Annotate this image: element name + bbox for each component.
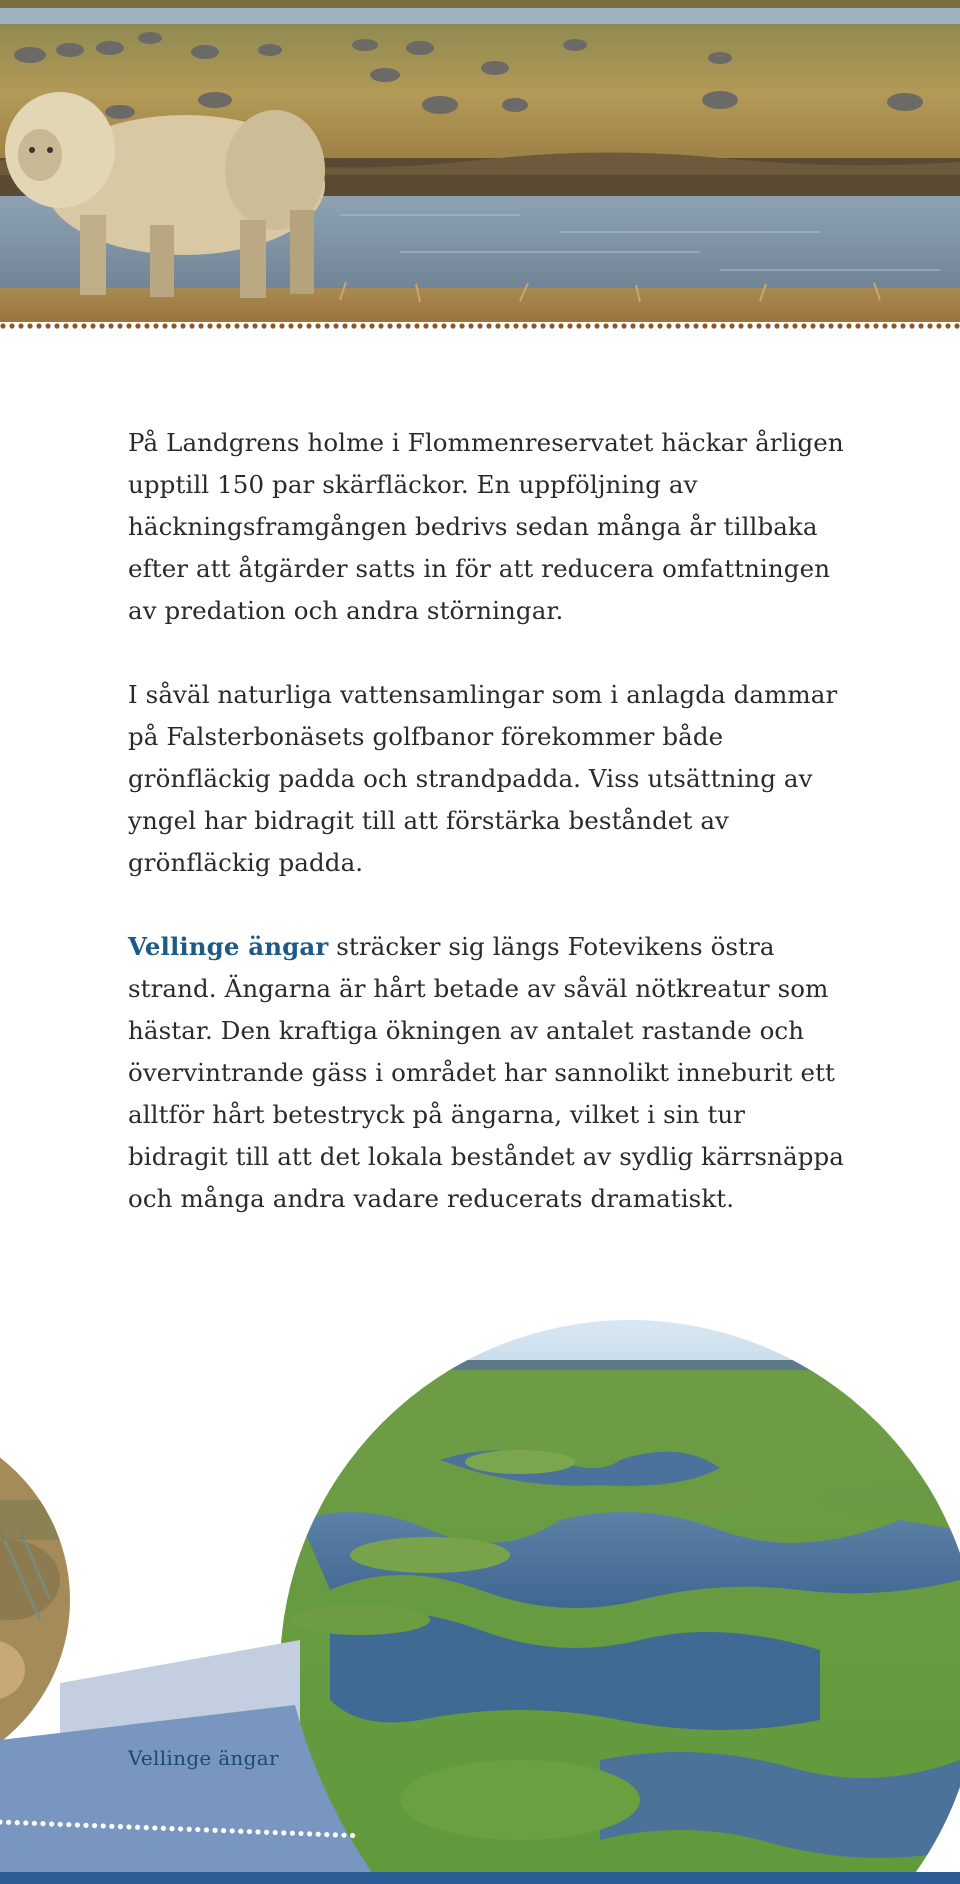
paragraph-vellinge-angar	[128, 926, 848, 1220]
bottom-strip	[0, 1872, 960, 1884]
bottom-illustration	[0, 1200, 960, 1884]
highlighted-place-name: Vellinge ängar	[128, 932, 329, 961]
image-caption: Vellinge ängar	[128, 1746, 279, 1770]
article-body	[128, 422, 848, 1262]
paragraph-padda: I såväl naturliga vattensamlingar som i anlagda dammar på Falsterbonäsets golfbanor förekommer både grönfläckig padda och strandpadda. Viss utsättning av yngel har bidragit till att förstärka beståndet av grönfläckig padda.	[128, 680, 838, 877]
paragraph-vellinge-text: sträcker sig längs Fotevikens östra strand. Ängarna är hårt betade av såväl nötkreatur som hästar. Den kraftiga ökningen av antalet rastande och övervintrande gäss i området har sannolikt inneburit ett alltför hårt betestryck på ängarna, vilket i sin tur bidragit till att det lokala beståndet av sydlig kärrsnäppa och många andra vadare reducerats dramatiskt.	[128, 932, 844, 1213]
cattle-and-geese-photo	[0, 0, 960, 330]
paragraph-landgrens-holme: På Landgrens holme i Flommenreservatet häckar årligen upptill 150 par skärfläckor. En uppföljning av häckningsframgången bedrivs sedan många år tillbaka efter att åtgärder satts in för att reducera omfattningen av predation och andra störningar.	[128, 428, 844, 625]
wet-meadow-photo	[270, 1252, 960, 1884]
